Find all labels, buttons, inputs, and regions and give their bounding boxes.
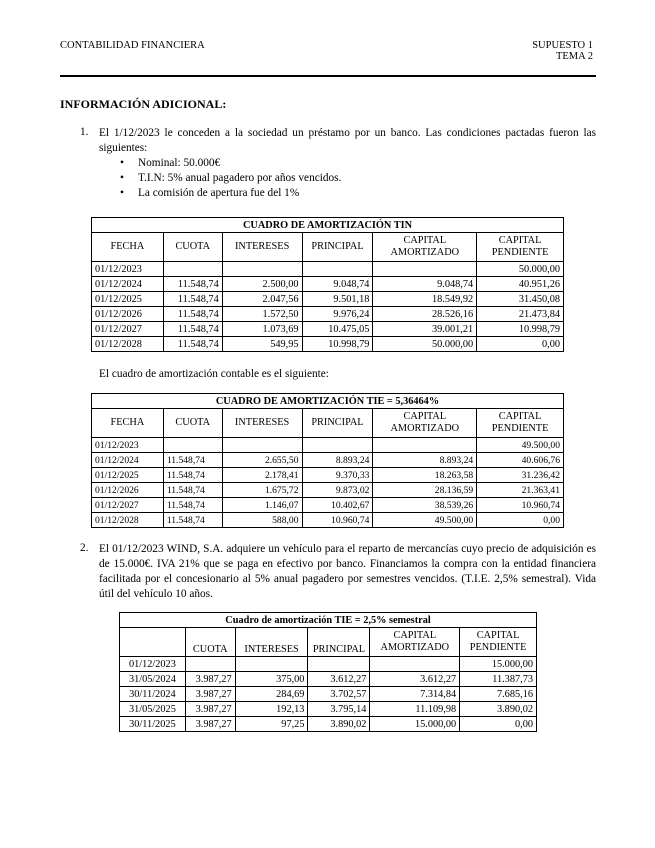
table-cell: 549,95 [222, 337, 302, 352]
table-amortizacion-semestral [119, 612, 537, 732]
table1-header: FECHA [92, 233, 164, 262]
table-cell: 11.548,74 [163, 483, 222, 498]
table2-body [92, 438, 564, 528]
table-cell: 3.702,57 [308, 687, 370, 702]
header-supuesto: SUPUESTO 1 [532, 40, 593, 51]
table-cell: 1.146,07 [222, 498, 302, 513]
table3-body [120, 657, 537, 732]
table-row [92, 483, 564, 498]
table2-header: CAPITAL AMORTIZADO [373, 409, 477, 438]
table-cell [163, 262, 222, 277]
table-cell: 3.987,27 [185, 717, 235, 732]
table-cell: 01/12/2027 [92, 498, 164, 513]
table1-header: PRINCIPAL [302, 233, 373, 262]
table-cell: 3.890,02 [460, 702, 537, 717]
table-cell: 10.960,74 [477, 498, 564, 513]
table-cell [302, 438, 373, 453]
header-right [532, 40, 593, 62]
item1-bullets [116, 156, 341, 201]
table-cell: 0,00 [477, 513, 564, 528]
table3-header: CAPITAL AMORTIZADO [370, 628, 460, 657]
table-amortizacion-tie [91, 393, 564, 528]
table-cell: 11.548,74 [163, 453, 222, 468]
table3-header: INTERESES [235, 628, 308, 657]
table-cell: 0,00 [460, 717, 537, 732]
table-cell: 9.873,02 [302, 483, 373, 498]
table3-title: Cuadro de amortización TIE = 2,5% semestral [120, 613, 537, 628]
item2-number: 2. [80, 542, 89, 554]
table-cell [235, 657, 308, 672]
table-cell [370, 657, 460, 672]
table1-header: CAPITAL AMORTIZADO [373, 233, 477, 262]
table-row [92, 468, 564, 483]
table-row [92, 262, 564, 277]
table-cell: 01/12/2028 [92, 513, 164, 528]
table-cell: 9.370,33 [302, 468, 373, 483]
table1-header-row [92, 233, 564, 262]
table1-header: CAPITAL PENDIENTE [477, 233, 564, 262]
table-cell [222, 438, 302, 453]
table-cell [308, 657, 370, 672]
table-row [92, 498, 564, 513]
table2-header: PRINCIPAL [302, 409, 373, 438]
table-amortizacion-tin [91, 217, 564, 352]
table-cell: 3.987,27 [185, 672, 235, 687]
table-cell: 1.572,50 [222, 307, 302, 322]
table-cell: 38.539,26 [373, 498, 477, 513]
table2-header: FECHA [92, 409, 164, 438]
table1-header: CUOTA [163, 233, 222, 262]
table-cell: 01/12/2028 [92, 337, 164, 352]
table-cell: 11.548,74 [163, 277, 222, 292]
table-row [120, 717, 537, 732]
table1-body [92, 262, 564, 352]
table-cell: 28.136,59 [373, 483, 477, 498]
table-cell: 50.000,00 [477, 262, 564, 277]
table-row [92, 277, 564, 292]
table-cell: 18.549,92 [373, 292, 477, 307]
table-cell: 39.001,21 [373, 322, 477, 337]
table-cell: 9.048,74 [302, 277, 373, 292]
table-cell: 0,00 [477, 337, 564, 352]
middle-text: El cuadro de amortización contable es el siguiente: [99, 368, 329, 380]
table-cell: 11.548,74 [163, 513, 222, 528]
table-cell: 375,00 [235, 672, 308, 687]
table-cell: 49.500,00 [477, 438, 564, 453]
table-row [92, 322, 564, 337]
table-cell: 1.675,72 [222, 483, 302, 498]
table-cell: 01/12/2026 [92, 307, 164, 322]
table-cell: 10.960,74 [302, 513, 373, 528]
table3-header-row [120, 628, 537, 657]
table-cell: 7.314,84 [370, 687, 460, 702]
table-row [120, 657, 537, 672]
bullet-tin: • T.I.N: 5% anual pagadero por años vencidos. [116, 171, 341, 186]
table-cell: 01/12/2027 [92, 322, 164, 337]
table-cell: 1.073,69 [222, 322, 302, 337]
table-row [92, 337, 564, 352]
table-cell: 01/12/2026 [92, 483, 164, 498]
table-cell: 10.998,79 [477, 322, 564, 337]
header-tema: TEMA 2 [555, 51, 593, 62]
table2-header-row [92, 409, 564, 438]
table-cell: 50.000,00 [373, 337, 477, 352]
table-cell: 15.000,00 [370, 717, 460, 732]
table-cell [163, 438, 222, 453]
table-cell: 31.236,42 [477, 468, 564, 483]
table3-header: CAPITAL PENDIENTE [460, 628, 537, 657]
table-cell: 2.500,00 [222, 277, 302, 292]
table-cell: 9.048,74 [373, 277, 477, 292]
table-cell: 18.263,58 [373, 468, 477, 483]
table2-header: CAPITAL PENDIENTE [477, 409, 564, 438]
table-cell [373, 438, 477, 453]
table-cell: 2.047,56 [222, 292, 302, 307]
table-cell: 2.655,50 [222, 453, 302, 468]
table-cell: 28.526,16 [373, 307, 477, 322]
section-title: INFORMACIÓN ADICIONAL: [60, 97, 227, 111]
table-cell: 30/11/2024 [120, 687, 186, 702]
table-cell: 10.402,67 [302, 498, 373, 513]
table-row [120, 687, 537, 702]
table1-header: INTERESES [222, 233, 302, 262]
table2-header: CUOTA [163, 409, 222, 438]
table-row [92, 307, 564, 322]
table-cell [185, 657, 235, 672]
table-cell: 2.178,41 [222, 468, 302, 483]
item1-number: 1. [80, 126, 89, 138]
table-cell: 3.890,02 [308, 717, 370, 732]
table-cell: 01/12/2024 [92, 277, 164, 292]
table3-header: PRINCIPAL [308, 628, 370, 657]
table-cell: 15.000,00 [460, 657, 537, 672]
table-cell: 3.987,27 [185, 702, 235, 717]
table-cell: 8.893,24 [373, 453, 477, 468]
table-cell: 284,69 [235, 687, 308, 702]
table-cell: 01/12/2025 [92, 292, 164, 307]
table-cell: 10.998,79 [302, 337, 373, 352]
table3-header [120, 628, 186, 657]
table-cell: 31/05/2024 [120, 672, 186, 687]
table-row [92, 292, 564, 307]
table-cell: 01/12/2023 [92, 262, 164, 277]
table-cell: 01/12/2023 [120, 657, 186, 672]
table-cell: 11.548,74 [163, 292, 222, 307]
table-cell: 3.795,14 [308, 702, 370, 717]
table-row [120, 702, 537, 717]
table-cell: 11.548,74 [163, 498, 222, 513]
table-cell [373, 262, 477, 277]
table-cell [222, 262, 302, 277]
table-cell: 49.500,00 [373, 513, 477, 528]
table-cell: 21.473,84 [477, 307, 564, 322]
table-row [92, 453, 564, 468]
table-cell: 11.548,74 [163, 337, 222, 352]
table-row [92, 438, 564, 453]
table-cell: 01/12/2023 [92, 438, 164, 453]
table3-header: CUOTA [185, 628, 235, 657]
bullet-nominal: • Nominal: 50.000€ [116, 156, 341, 171]
table-cell: 3.612,27 [370, 672, 460, 687]
header-divider [60, 75, 596, 77]
table-cell: 3.612,27 [308, 672, 370, 687]
table-cell: 01/12/2025 [92, 468, 164, 483]
table-cell: 10.475,05 [302, 322, 373, 337]
table-cell: 9.976,24 [302, 307, 373, 322]
table-cell: 192,13 [235, 702, 308, 717]
table-row [120, 672, 537, 687]
table-cell [302, 262, 373, 277]
table-cell: 30/11/2025 [120, 717, 186, 732]
table-cell: 9.501,18 [302, 292, 373, 307]
table-cell: 3.987,27 [185, 687, 235, 702]
table-cell: 11.548,74 [163, 307, 222, 322]
table-cell: 11.548,74 [163, 322, 222, 337]
table-cell: 40.951,26 [477, 277, 564, 292]
item2-text: El 01/12/2023 WIND, S.A. adquiere un vehículo para el reparto de mercancías cuyo precio de adquisición es de 15.000€. IVA 21% que se paga en efectivo por banco. Financiamos la compra con la entidad financiera facilitada por el concesionario al 5% anual pagadero por semestres vencidos. (T.I.E. 2,5% semestral). Vida útil del vehículo 10 años. [99, 543, 596, 600]
table2-header: INTERESES [222, 409, 302, 438]
table-cell: 01/12/2024 [92, 453, 164, 468]
table-cell: 11.387,73 [460, 672, 537, 687]
table-cell: 31.450,08 [477, 292, 564, 307]
table-cell: 8.893,24 [302, 453, 373, 468]
table1-title: CUADRO DE AMORTIZACIÓN TIN [92, 218, 564, 233]
table-cell: 40.606,76 [477, 453, 564, 468]
bullet-comision: • La comisión de apertura fue del 1% [116, 186, 341, 201]
table-row [92, 513, 564, 528]
table-cell: 11.109,98 [370, 702, 460, 717]
table-cell: 21.363,41 [477, 483, 564, 498]
item1-text: El 1/12/2023 le conceden a la sociedad un préstamo por un banco. Las condiciones pactadas fueron las siguientes: [99, 127, 596, 154]
header-left: CONTABILIDAD FINANCIERA [60, 40, 205, 51]
table2-title: CUADRO DE AMORTIZACIÓN TIE = 5,36464% [92, 394, 564, 409]
table-cell: 11.548,74 [163, 468, 222, 483]
table-cell: 588,00 [222, 513, 302, 528]
table-cell: 97,25 [235, 717, 308, 732]
table-cell: 7.685,16 [460, 687, 537, 702]
table-cell: 31/05/2025 [120, 702, 186, 717]
